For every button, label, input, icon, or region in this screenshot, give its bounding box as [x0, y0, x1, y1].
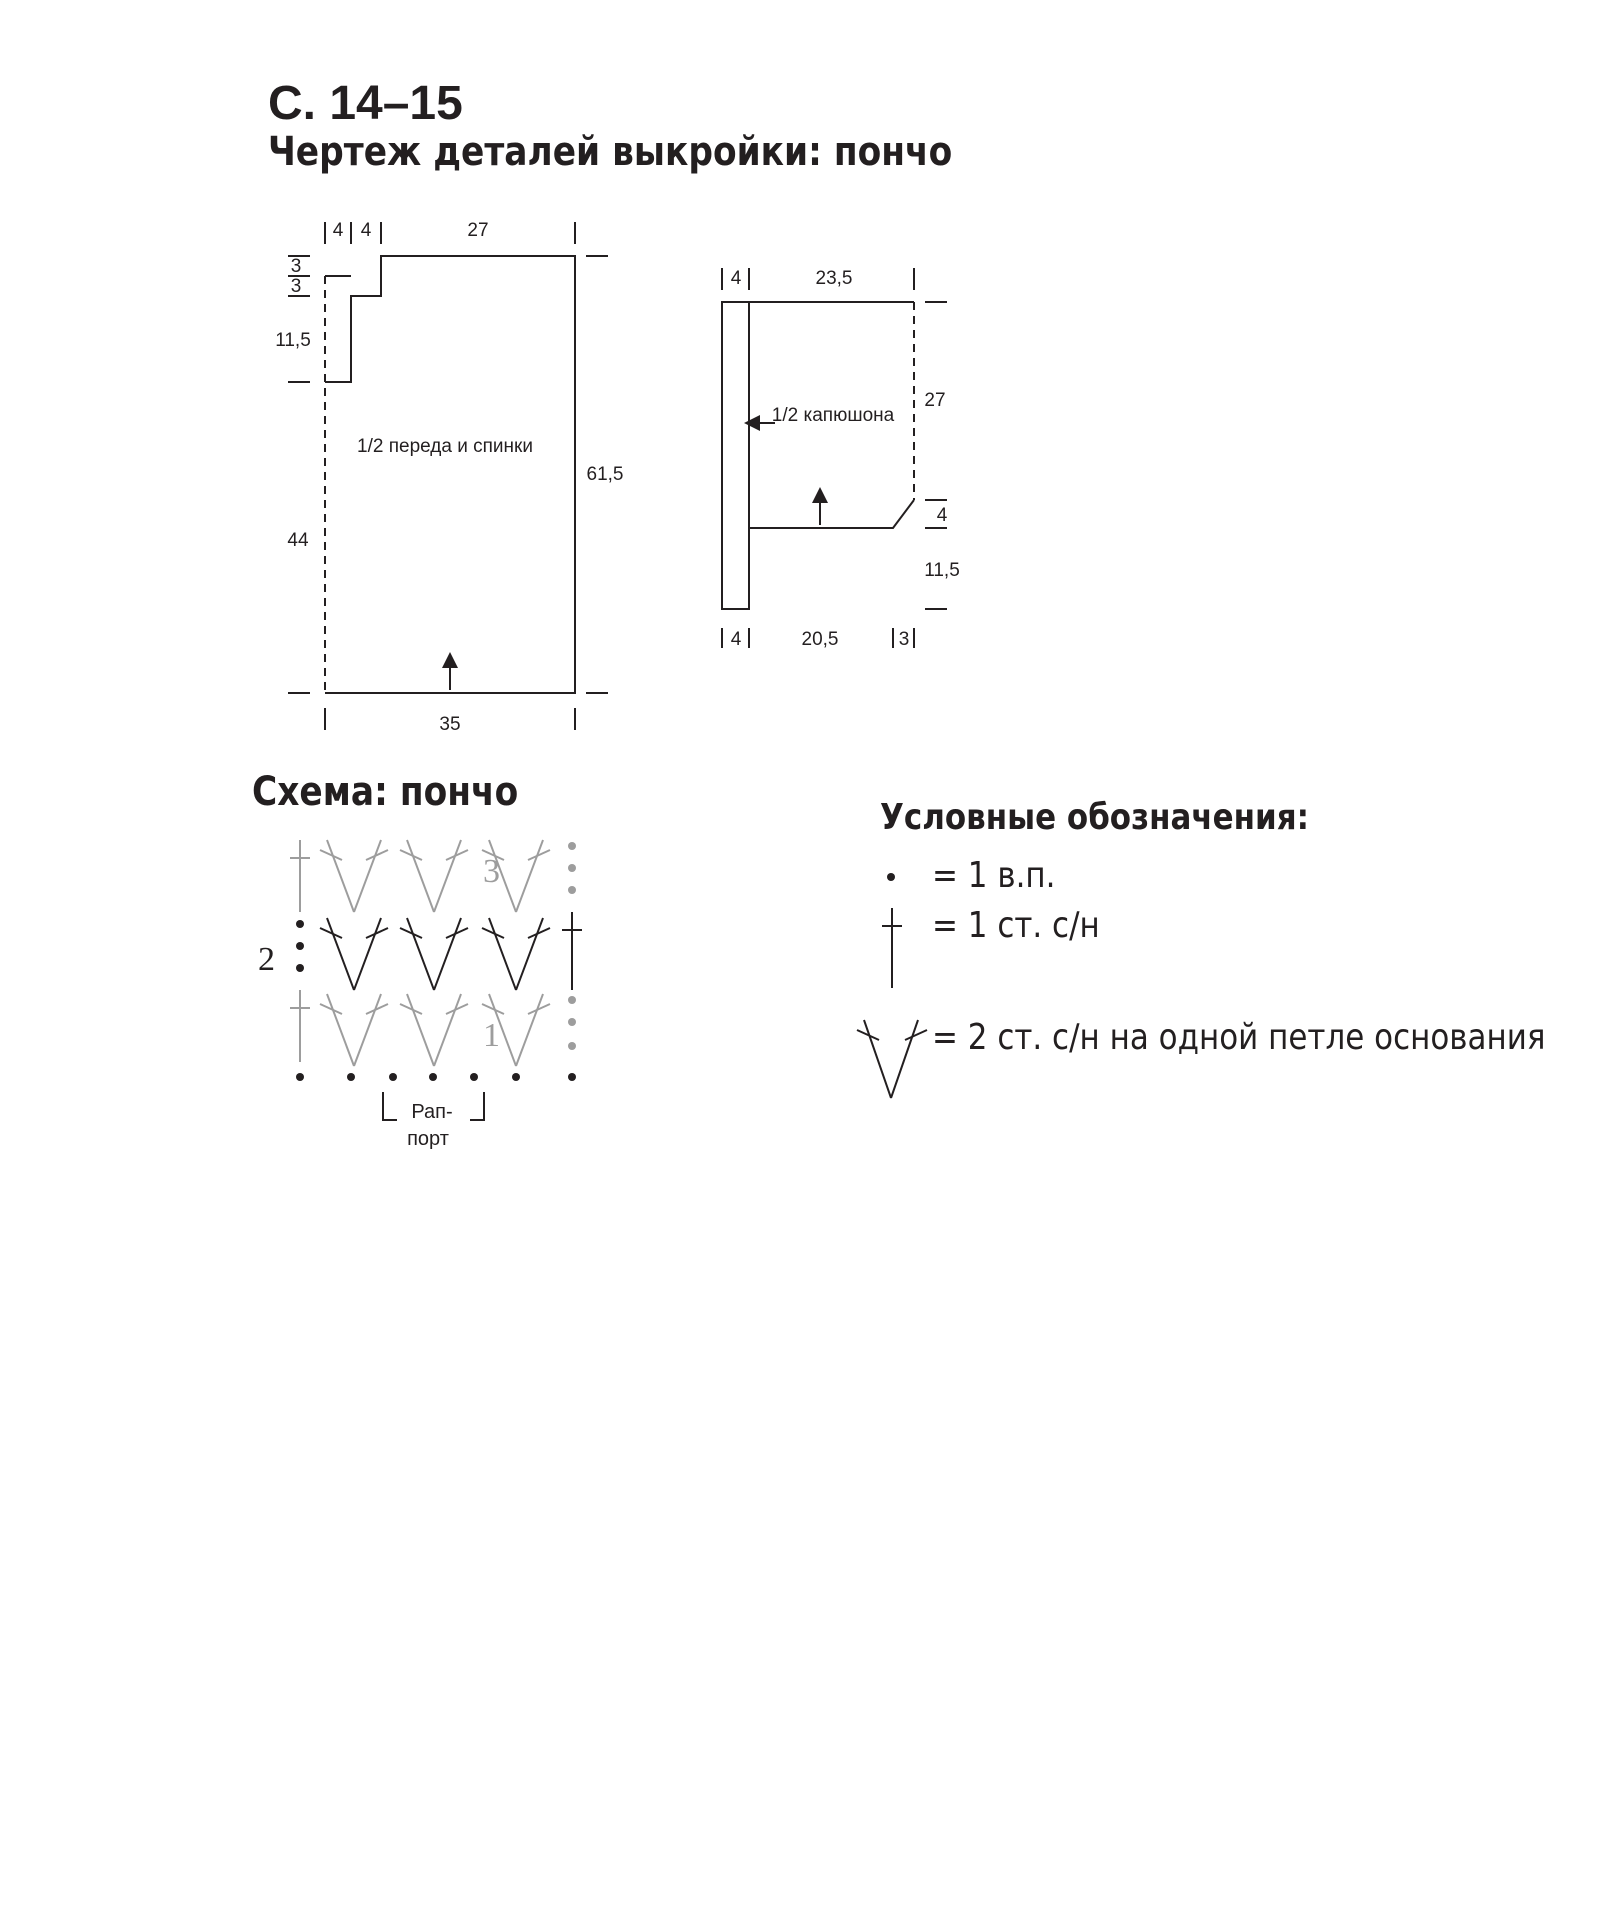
v-stitch-symbol [400, 918, 468, 990]
chain-dot [429, 1073, 437, 1081]
hood-band [722, 302, 749, 609]
row-number-2: 2 [258, 941, 275, 978]
chain-dot [568, 886, 576, 894]
double-crochet-icon [882, 908, 902, 988]
dim-bottom: 35 [439, 714, 461, 735]
v-stitch-symbol [400, 994, 468, 1066]
chain-dot [296, 942, 304, 950]
front-back-label: 1/2 переда и спинки [357, 436, 533, 457]
legend-item-chain: = 1 в.п. [932, 855, 1056, 896]
hood-dim-bottom-b: 20,5 [801, 629, 839, 650]
hood-dim-bottom-a: 4 [730, 629, 742, 650]
row-number-1: 1 [483, 1017, 500, 1054]
dim-left-a: 3 [290, 256, 302, 277]
v-stitch-icon [857, 1020, 927, 1098]
hood-dim-right-a: 27 [924, 390, 946, 411]
hood-dim-top-a: 4 [730, 268, 742, 289]
double-crochet-symbol [290, 990, 310, 1062]
hood-label: 1/2 капюшона [771, 405, 895, 426]
dim-top-c: 27 [467, 220, 489, 241]
dim-left-b: 3 [290, 276, 302, 297]
dim-top-b: 4 [360, 220, 372, 241]
hood-dim-bottom-c: 3 [898, 629, 910, 650]
section-title-pattern: Чертеж деталей выкройки: пончо [268, 129, 953, 175]
v-stitch-symbol [400, 840, 468, 912]
hood-bottom-edge [749, 500, 914, 528]
chain-dot [296, 1073, 304, 1081]
legend-title: Условные обозначения: [880, 797, 1309, 838]
front-back-outline [325, 256, 575, 693]
rapport-label-line2: порт [407, 1128, 449, 1150]
page-title: С. 14–15 [268, 77, 463, 130]
chain-dot [568, 1018, 576, 1026]
dim-right: 61,5 [586, 464, 624, 485]
chain-dot [470, 1073, 478, 1081]
chain-dot [347, 1073, 355, 1081]
v-stitch-symbol [320, 840, 388, 912]
chain-dot [568, 996, 576, 1004]
double-crochet-symbol [290, 840, 310, 912]
legend-item-double-crochet: = 1 ст. с/н [932, 905, 1100, 946]
hood-dim-right-b: 4 [936, 505, 948, 526]
dim-left-c: 11,5 [275, 330, 311, 351]
chain-dot [296, 920, 304, 928]
chain-dot [296, 964, 304, 972]
hood-dim-right-c: 11,5 [924, 560, 960, 581]
dim-left-d: 44 [287, 530, 309, 551]
chain-dot [568, 1042, 576, 1050]
chain-dot [568, 864, 576, 872]
v-stitch-symbol [482, 918, 550, 990]
chain-dot [389, 1073, 397, 1081]
chain-dot [568, 1073, 576, 1081]
hood-dim-top-b: 23,5 [815, 268, 853, 289]
chain-dot [568, 842, 576, 850]
rapport-label-line1: Рап- [411, 1101, 453, 1123]
v-stitch-symbol [320, 994, 388, 1066]
v-stitch-symbol [320, 918, 388, 990]
legend-item-v-stitch: = 2 ст. с/н на одной петле основания [932, 1017, 1546, 1058]
row-number-3: 3 [483, 853, 500, 890]
chart-title: Схема: пончо [252, 769, 519, 815]
dim-top-a: 4 [332, 220, 344, 241]
hood-pattern [722, 268, 947, 648]
chain-dot [512, 1073, 520, 1081]
front-back-pattern [288, 222, 608, 730]
legend-symbols [857, 873, 927, 1098]
double-crochet-symbol [562, 912, 582, 990]
chain-dot-icon [887, 873, 895, 881]
crochet-chart [290, 840, 582, 1081]
